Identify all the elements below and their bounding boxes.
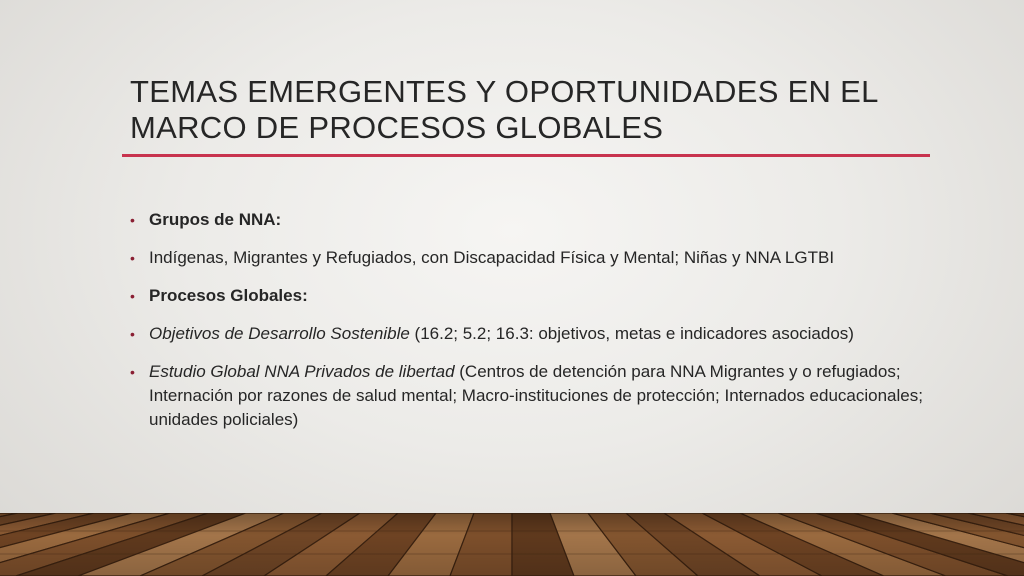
bullet-text: Indígenas, Migrantes y Refugiados, con Discapacidad Física y Mental; Niñas y NNA LGTBI bbox=[149, 248, 835, 267]
bullet-emphasis: Objetivos de Desarrollo Sostenible bbox=[149, 324, 410, 343]
bullet-heading: Grupos de NNA: bbox=[149, 210, 282, 229]
bullet-icon: • bbox=[130, 326, 135, 342]
wood-floor-graphic bbox=[0, 513, 1024, 576]
bullet-icon: • bbox=[130, 212, 135, 228]
list-item bbox=[130, 246, 930, 270]
list-item bbox=[130, 284, 930, 308]
bullet-text: (Centros de detención para NNA Migrantes y o refugiados; Internación por razones de salud mental; Macro-instituciones de protección; Internados educacionales; unidades policiales) bbox=[149, 362, 923, 429]
bullet-text: (16.2; 5.2; 16.3: objetivos, metas e indicadores asociados) bbox=[409, 324, 854, 343]
slide-title-line-2: MARCO DE PROCESOS GLOBALES bbox=[130, 110, 664, 145]
bullet-icon: • bbox=[130, 364, 135, 380]
bullet-emphasis: Estudio Global NNA Privados de libertad bbox=[149, 362, 455, 381]
title-divider bbox=[122, 154, 930, 157]
bullet-icon: • bbox=[130, 250, 135, 266]
bullet-icon: • bbox=[130, 288, 135, 304]
list-item bbox=[130, 208, 930, 232]
wood-floor bbox=[0, 513, 1024, 576]
bullet-heading: Procesos Globales: bbox=[149, 286, 308, 305]
slide-title bbox=[130, 74, 930, 146]
slide-title-line-1: TEMAS EMERGENTES Y OPORTUNIDADES EN EL bbox=[130, 74, 879, 109]
list-item bbox=[130, 360, 930, 432]
bullet-list bbox=[130, 208, 930, 446]
list-item bbox=[130, 322, 930, 346]
